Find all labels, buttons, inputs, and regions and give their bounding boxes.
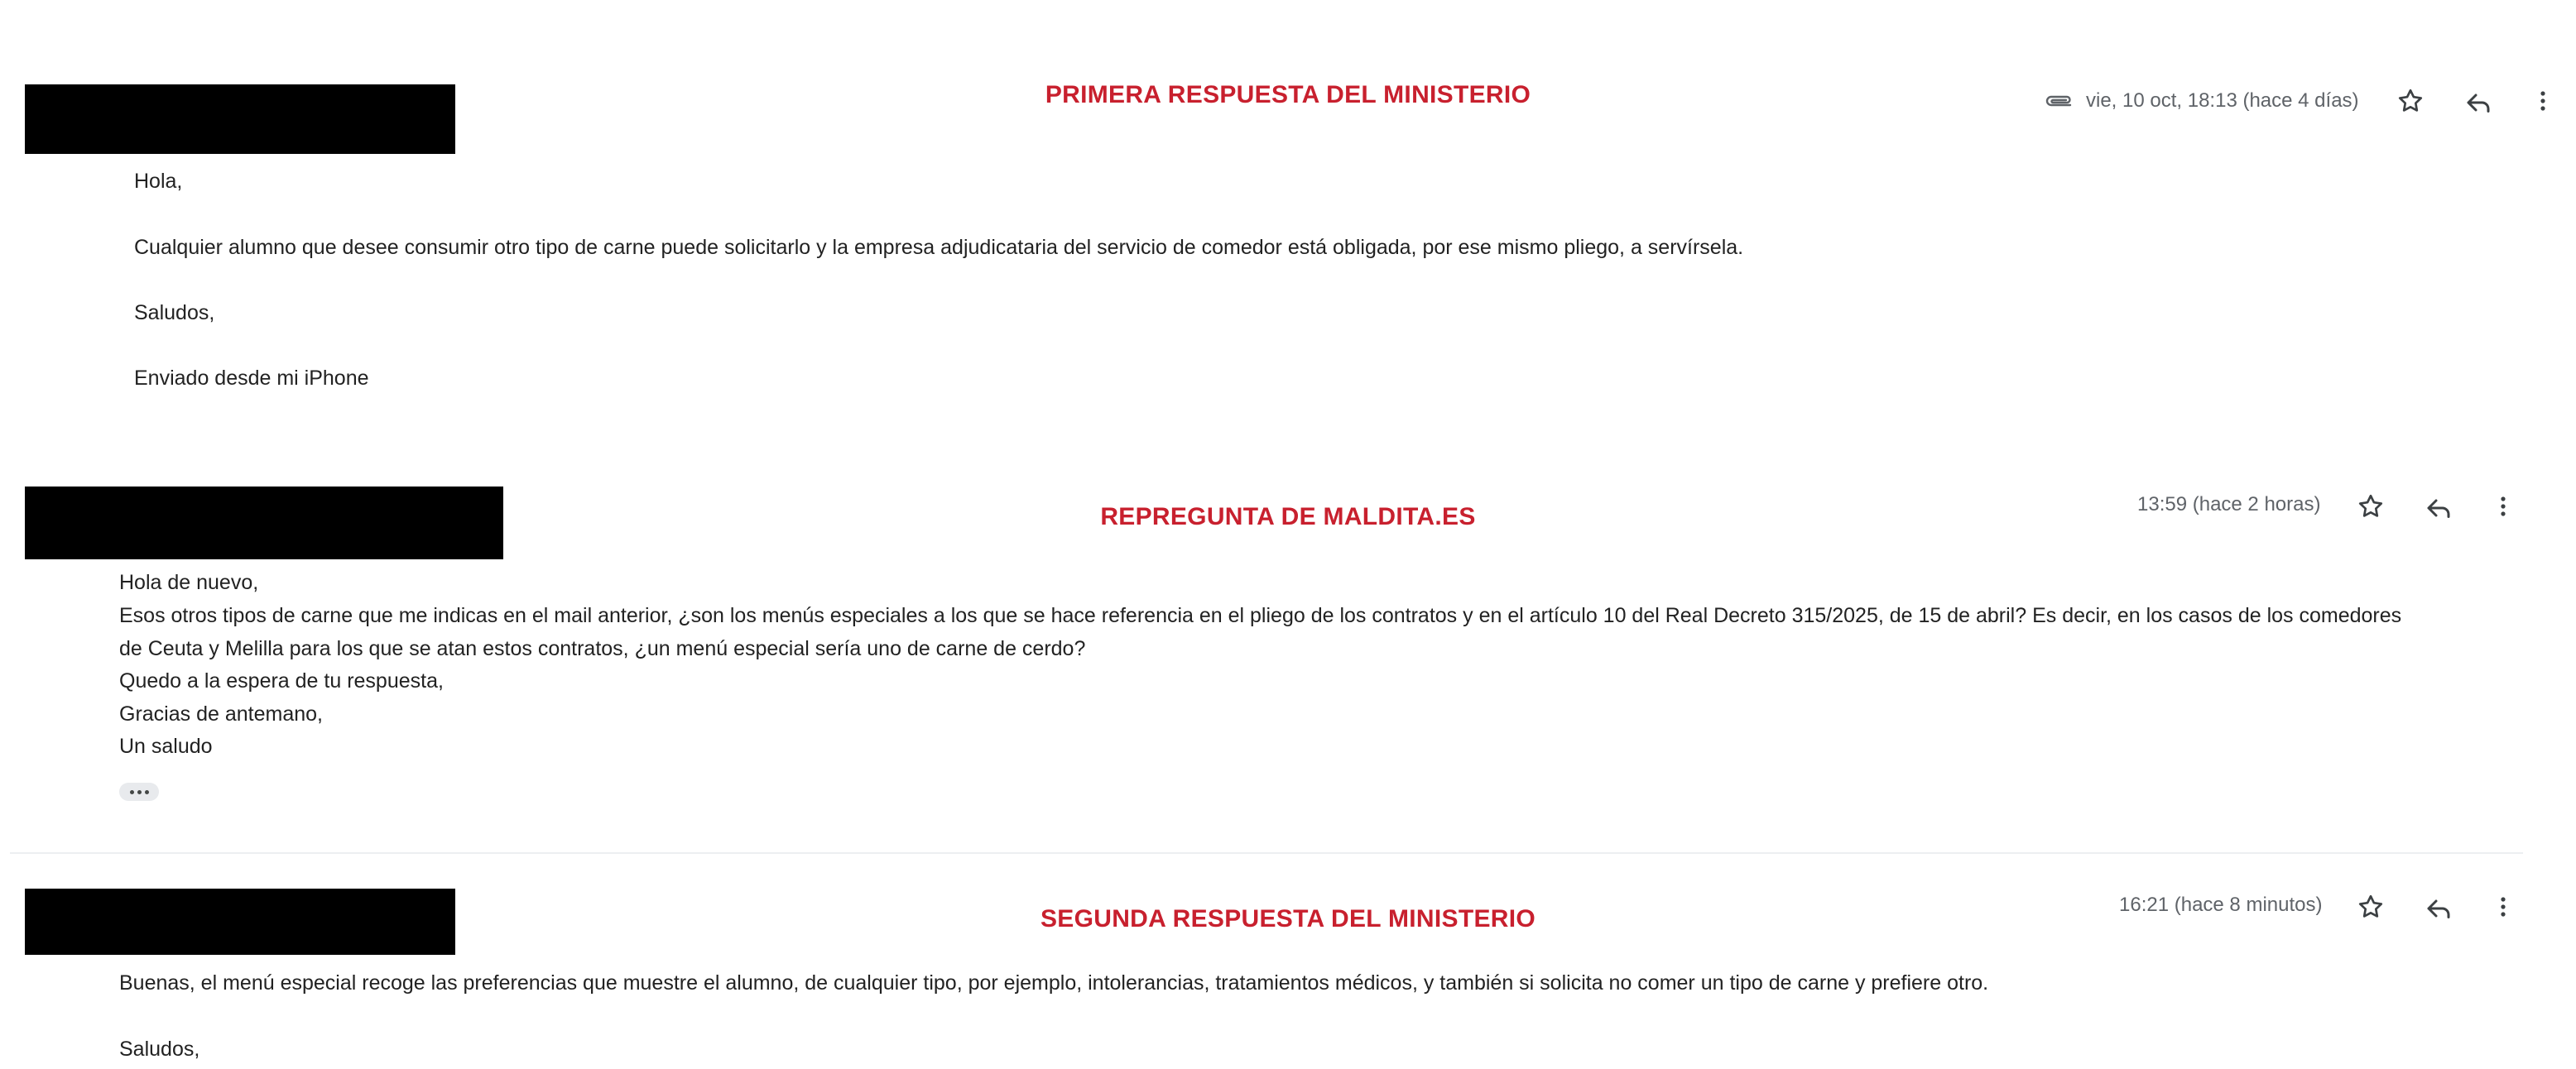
message-body-line: Saludos, bbox=[134, 301, 215, 324]
more-vert-icon[interactable] bbox=[2533, 86, 2553, 116]
message-body-line: Quedo a la espera de tu respuesta, bbox=[119, 669, 444, 693]
message-body-line: Enviado desde mi iPhone bbox=[134, 367, 369, 390]
message-body-line: Gracias de antemano, bbox=[119, 702, 323, 726]
message-body-line: Esos otros tipos de carne que me indicas en el mail anterior, ¿son los menús especiales a los que se hace referencia en el pliego de los contratos y en el artículo 10 del Real Decreto 315/2025, de 15 de abril? Es decir, en los casos de los comedores bbox=[119, 604, 2402, 627]
message-body-line: Buenas, el menú especial recoge las preferencias que muestre el alumno, de cualquier tipo, por ejemplo, intolerancias, tratamientos médicos, y también si solicita no comer un tipo de carne y prefiere otro. bbox=[119, 971, 1989, 995]
more-vert-icon[interactable] bbox=[2493, 491, 2513, 521]
message-divider bbox=[10, 852, 2523, 854]
message-body-line: de Ceuta y Melilla para los que se atan estos contratos, ¿un menú especial sería uno de carne de cerdo? bbox=[119, 637, 1086, 660]
more-vert-icon[interactable] bbox=[2493, 892, 2513, 922]
message-body-line: Hola de nuevo, bbox=[119, 571, 259, 594]
star-icon[interactable] bbox=[2356, 892, 2386, 922]
attachment-icon bbox=[2045, 91, 2074, 111]
message-body-line: Un saludo bbox=[119, 735, 213, 758]
message-timestamp: 16:21 (hace 8 minutos) bbox=[2119, 894, 2323, 916]
message-body-line: Saludos, bbox=[119, 1038, 200, 1061]
reply-icon[interactable] bbox=[2424, 493, 2453, 523]
star-icon[interactable] bbox=[2356, 491, 2386, 521]
star-icon[interactable] bbox=[2396, 86, 2425, 116]
message-body-line: Hola, bbox=[134, 170, 183, 193]
message-banner: SEGUNDA RESPUESTA DEL MINISTERIO bbox=[1040, 905, 1536, 932]
message-banner: REPREGUNTA DE MALDITA.ES bbox=[1100, 503, 1476, 530]
message-banner: PRIMERA RESPUESTA DEL MINISTERIO bbox=[1045, 81, 1531, 108]
show-trimmed-content-icon[interactable] bbox=[119, 783, 159, 801]
message-timestamp: 13:59 (hace 2 horas) bbox=[2137, 493, 2321, 515]
reply-icon[interactable] bbox=[2424, 894, 2453, 923]
message-body-line: Cualquier alumno que desee consumir otro tipo de carne puede solicitarlo y la empresa adjudicataria del servicio de comedor está obligada, por ese mismo pliego, a servírsela. bbox=[134, 236, 1744, 259]
message-timestamp: vie, 10 oct, 18:13 (hace 4 días) bbox=[2086, 89, 2359, 112]
reply-icon[interactable] bbox=[2463, 88, 2493, 117]
